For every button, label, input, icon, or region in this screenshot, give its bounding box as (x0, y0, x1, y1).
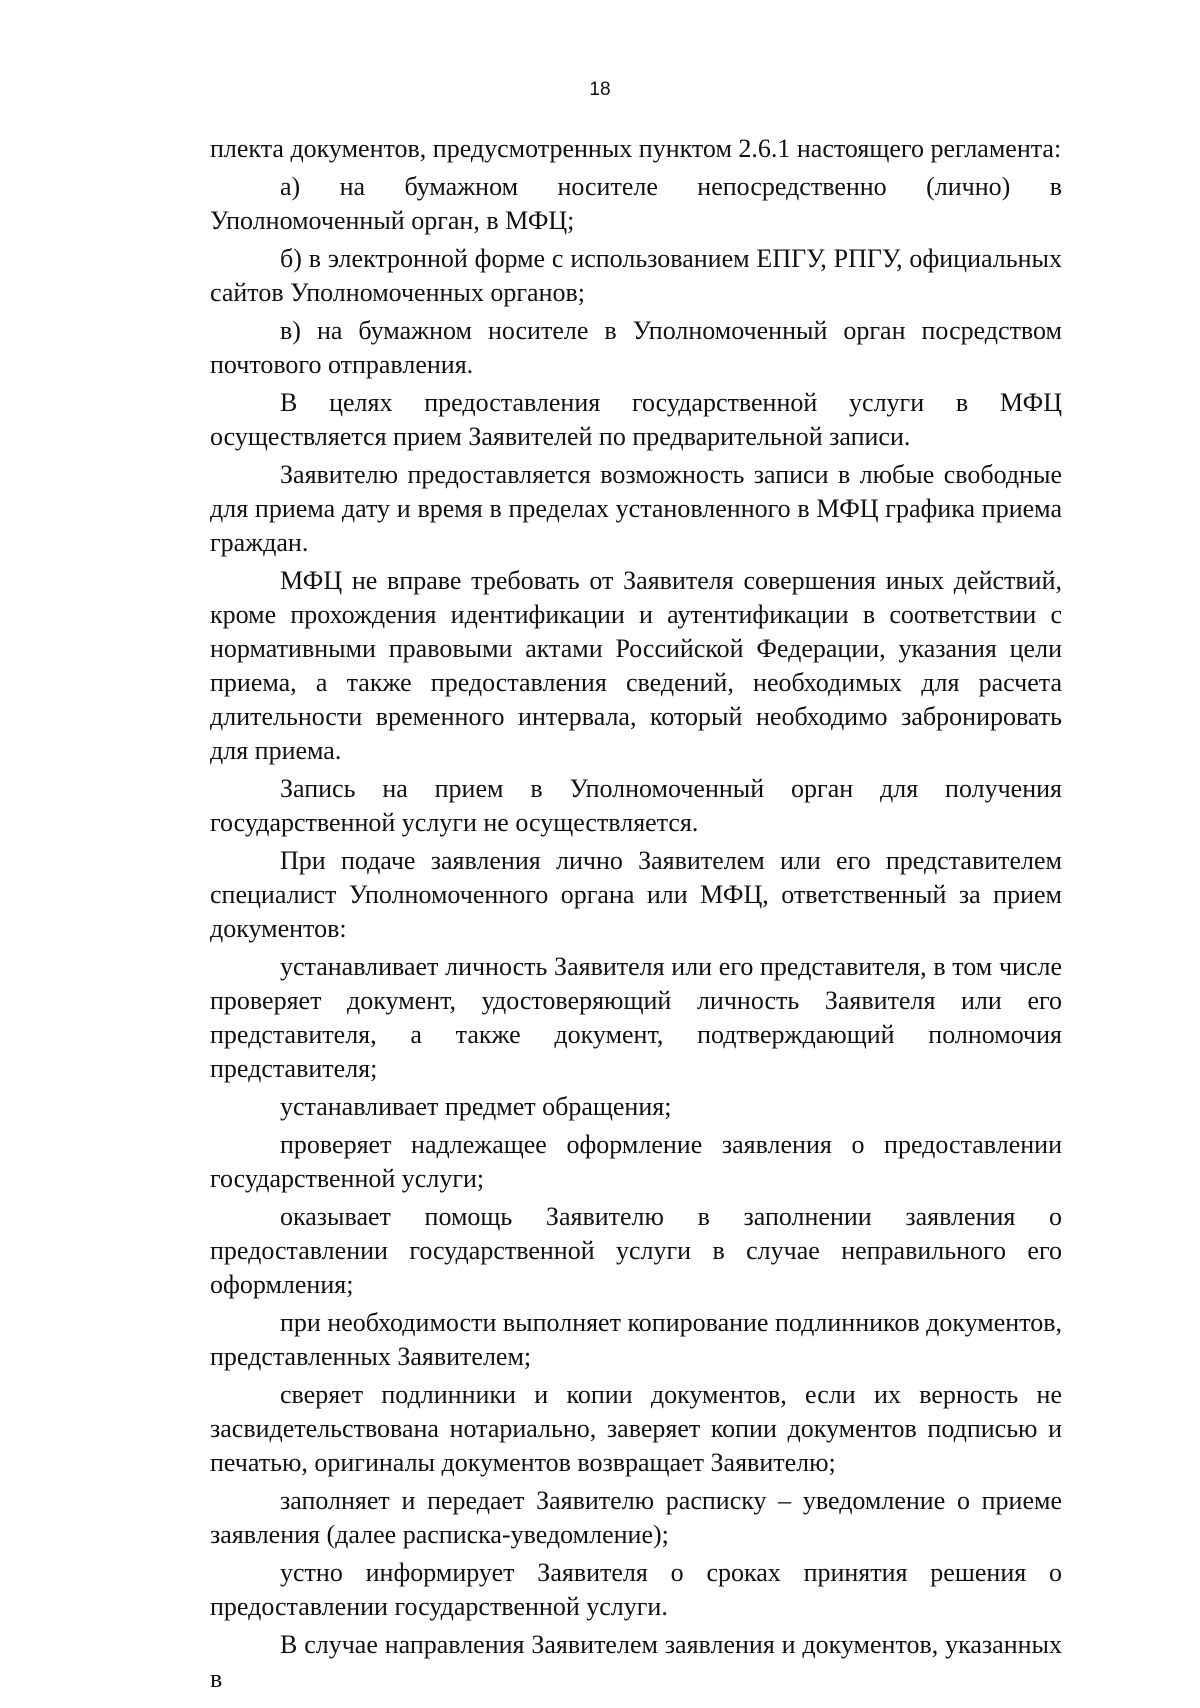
paragraph-option-b: б) в электронной форме с использованием ЕПГУ, РПГУ, официальных сайтов Уполномоченных органов; (210, 244, 1062, 307)
page-number: 18 (589, 79, 611, 100)
paragraph-duty-subject: устанавливает предмет обращения; (280, 1092, 672, 1121)
paragraph-submission-case: В случае направления Заявителем заявления и документов, указанных в (210, 1630, 1062, 1693)
paragraph-duty-verify: сверяет подлинники и копии документов, если их верность не засвидетельствована нотариально, заверяет копии документов подписью и печатью, оригиналы документов возвращает Заявителю; (210, 1380, 1062, 1477)
paragraph-duty-identity: устанавливает личность Заявителя или его представителя, в том числе проверяет документ, удостоверяющий личность Заявителя или его представителя, а также документ, подтверждающий полномочия представителя; (210, 952, 1062, 1083)
paragraph-option-c: в) на бумажном носителе в Уполномоченный орган посредством почтового отправления. (210, 316, 1062, 379)
paragraph-no-appointment: Запись на прием в Уполномоченный орган для получения государственной услуги не осуществляется. (210, 774, 1062, 837)
paragraph-option-a: а) на бумажном носителе непосредственно (лично) в Уполномоченный орган, в МФЦ; (210, 172, 1062, 235)
paragraph-appointment-time: Заявителю предоставляется возможность записи в любые свободные для приема дату и время в пределах установленного в МФЦ графика приема граждан. (210, 460, 1062, 557)
paragraph-mfc-requirements: МФЦ не вправе требовать от Заявителя совершения иных действий, кроме прохождения идентификации и аутентификации в соответствии с нормативными правовыми актами Российской Федерации, указания цели приема, а также предоставления сведений, необходимых для расчета длительности временного интервала, который необходимо забронировать для приема. (210, 566, 1062, 765)
paragraph-specialist-duties: При подаче заявления лично Заявителем или его представителем специалист Уполномоченного органа или МФЦ, ответственный за прием документов: (210, 846, 1062, 943)
paragraph-duty-copy: при необходимости выполняет копирование подлинников документов, представленных Заявителем; (210, 1308, 1062, 1371)
paragraph-duty-assist: оказывает помощь Заявителю в заполнении заявления о предоставлении государственной услуги в случае неправильного его оформления; (210, 1202, 1062, 1299)
paragraph-duty-receipt: заполняет и передает Заявителю расписку – уведомление о приеме заявления (далее расписка-уведомление); (210, 1486, 1062, 1549)
document-body (210, 132, 1062, 1700)
paragraph-mfc-appointment: В целях предоставления государственной услуги в МФЦ осуществляется прием Заявителей по предварительной записи. (210, 388, 1062, 451)
paragraph-duty-inform: устно информирует Заявителя о сроках принятия решения о предоставлении государственной услуги. (210, 1558, 1062, 1621)
paragraph-duty-check-form: проверяет надлежащее оформление заявления о предоставлении государственной услуги; (210, 1130, 1062, 1193)
paragraph-continuation: плекта документов, предусмотренных пунктом 2.6.1 настоящего регламента: (210, 134, 1062, 163)
